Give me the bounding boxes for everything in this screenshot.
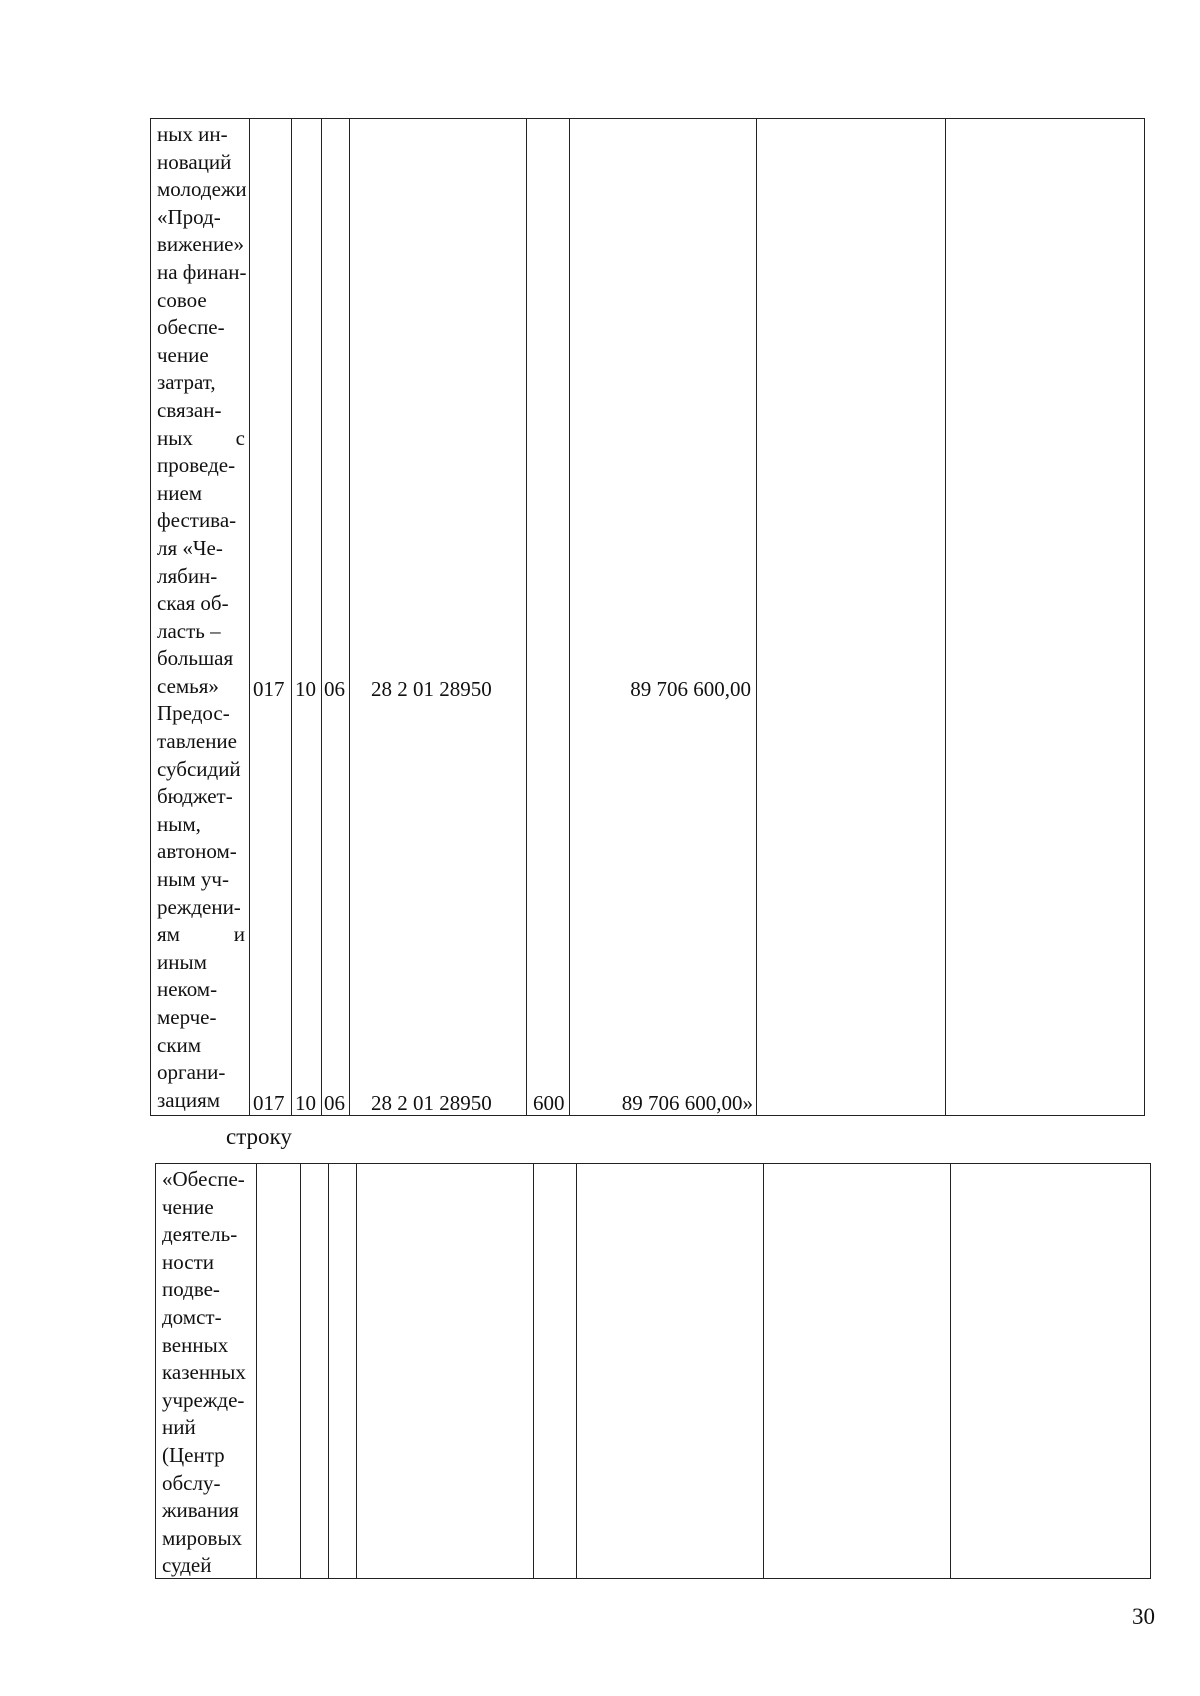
column-divider [349,119,350,1115]
between-text: строку [226,1124,292,1149]
description-word: и [233,922,245,947]
amount-value: 89 706 600,00 [630,677,751,701]
description-line: мерче- [157,1005,217,1029]
column-divider [256,1164,257,1578]
description-line [157,425,245,453]
ved-code: 017 [253,677,285,701]
description-line: мировых [162,1525,243,1550]
budget-table-bottom [155,1163,1151,1579]
column-divider [569,119,570,1115]
description-line: казенных [162,1360,246,1385]
description-line: ским [157,1032,202,1057]
description-line: Предос- [157,701,230,726]
description-line: фестива- [157,508,237,533]
description-line: ская об- [157,591,229,616]
description-line: на финан- [157,259,247,284]
description-line: живания [162,1498,239,1523]
description-line: обеспе- [157,315,225,340]
description-line: вижение» [157,232,245,257]
description-line: чение [157,342,209,367]
description-line: тавление [157,729,237,754]
razdel-code: 10 [295,677,316,701]
description-line: «Обеспе- [162,1167,245,1191]
description-line: ным, [157,811,201,836]
column-divider [526,119,527,1115]
description-line: ний [162,1415,196,1440]
page-number: 30 [1132,1604,1155,1629]
amount-value: 89 706 600,00» [621,1091,753,1115]
column-divider [763,1164,764,1578]
description-line: молодежи [157,177,247,202]
description-line: неком- [157,977,218,1002]
column-divider [533,1164,534,1578]
column-divider [756,119,757,1115]
column-divider [249,119,250,1115]
description-line: ля «Че- [157,535,223,560]
description-word: ных [157,425,193,450]
description-line: проведе- [157,453,236,478]
description-line: учрежде- [162,1387,245,1412]
description-line: затрат, [157,370,216,395]
column-divider [300,1164,301,1578]
description-line: нием [157,480,203,505]
description-cell [162,1166,246,1580]
description-line: зациям [157,1087,221,1112]
description-line: ласть – [157,618,221,643]
description-line: семья» [157,673,219,698]
description-line: ным уч- [157,867,229,892]
description-line: связан- [157,397,222,422]
description-word: с [235,425,245,450]
podrazdel-code: 06 [324,1091,345,1115]
description-cell [157,121,247,1114]
description-line: «Прод- [157,204,221,229]
description-line: бюджет- [157,784,233,809]
ved-code: 017 [253,1091,285,1115]
column-divider [356,1164,357,1578]
target-article-code: 28 2 01 28950 [371,1091,492,1115]
description-line: венных [162,1332,229,1357]
description-line: новаций [157,149,232,174]
description-line: ных ин- [157,122,228,146]
description-line: домст- [162,1304,222,1329]
expense-type-code: 600 [533,1091,565,1115]
description-line [157,921,245,949]
column-divider [321,119,322,1115]
description-line: чение [162,1194,214,1219]
column-divider [950,1164,951,1578]
description-line: лябин- [157,563,218,588]
razdel-code: 10 [295,1091,316,1115]
description-line: подве- [162,1277,220,1302]
description-line: (Центр [162,1442,225,1467]
column-divider [576,1164,577,1578]
description-line: судей [162,1553,212,1578]
description-line: обслу- [162,1470,221,1495]
description-line: автоном- [157,839,237,864]
description-word: ям [157,922,180,947]
description-line: большая [157,646,234,671]
column-divider [945,119,946,1115]
description-line: реждени- [157,894,241,919]
description-line: органи- [157,1060,226,1085]
column-divider [291,119,292,1115]
description-line: ности [162,1249,214,1274]
podrazdel-code: 06 [324,677,345,701]
description-line: совое [157,287,207,312]
budget-table-top [150,118,1145,1116]
column-divider [328,1164,329,1578]
target-article-code: 28 2 01 28950 [371,677,492,701]
description-line: субсидий [157,756,241,781]
description-line: иным [157,949,207,974]
description-line: деятель- [162,1222,238,1247]
